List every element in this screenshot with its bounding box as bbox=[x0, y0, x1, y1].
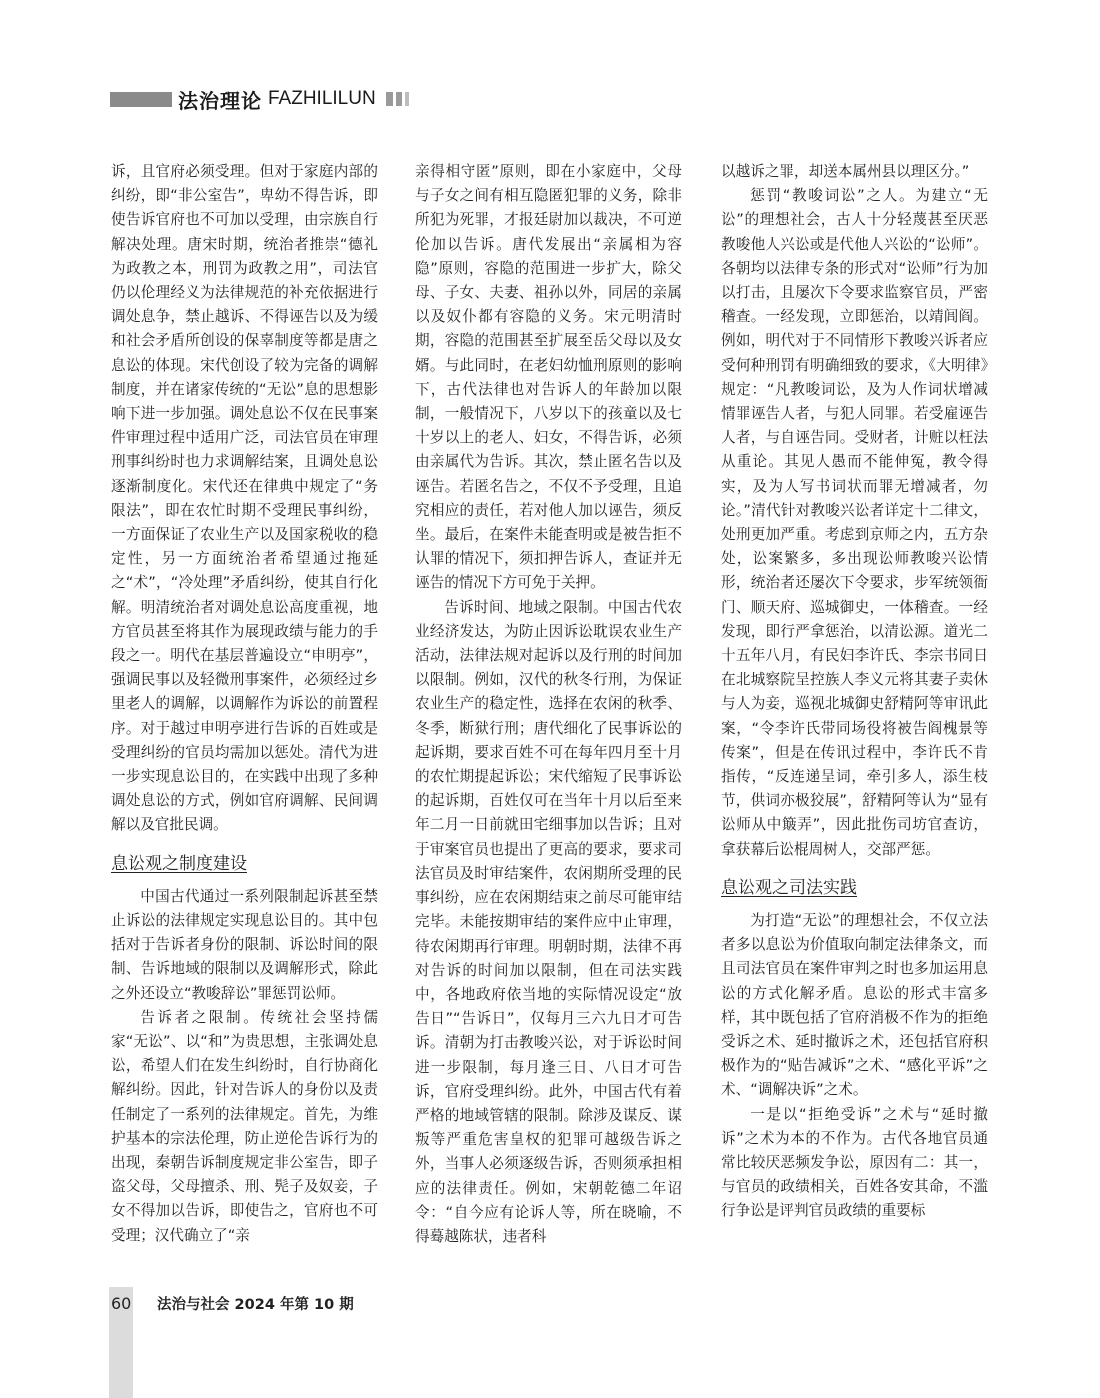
paragraph: 诉，且官府必须受理。但对于家庭内部的纠纷，即“非公室告”，卑幼不得告诉，即使告诉官府也不可加以受理，由宗族自行解决处理。唐宋时期，统治者推崇“德礼为政教之本，刑罚为政教之用”，司法官仍以伦理经义为法律规范的补充依据进行调处息争，禁止越诉、不得诬告以及为缓和社会矛盾所创设的保辜制度等都是唐之息讼的体现。宋代创设了较为完备的调解制度，并在诸家传统的“无讼”息的思想影响下进一步加强。调处息讼不仅在民事案件审理过程中适用广泛，司法官员在审理刑事纠纷时也力求调解结案，且调处息讼逐渐制度化。宋代还在律典中规定了“务限法”，即在农忙时期不受理民事纠纷，一方面保证了农业生产以及国家税收的稳定性，另一方面统治者希望通过拖延之“术”，“冷处理”矛盾纠纷，使其自行化解。明清统治者对调处息讼高度重视，地方官员甚至将其作为展现政绩与能力的手段之一。明代在基层普遍设立“申明亭”，强调民事以及轻微刑事案件，必须经过乡里老人的调解，以调解作为诉讼的前置程序。对于越过申明亭进行告诉的百姓或是受理纠纷的官员均需加以惩处。清代为进一步实现息讼目的，在实践中出现了多种调处息讼的方式，例如官府调解、民间调解以及官批民调。 bbox=[111, 163, 378, 834]
paragraph: 告诉者之限制。传统社会坚持儒家“无讼”、以“和”为贵思想，主张调处息讼，希望人们在发生纠纷时，自行协商化解纠纷。因此，针对告诉人的身份以及责任制定了一系列的法律规定。首先，为维护基本的宗法伦理，防止逆伦告诉行为的出现，秦朝告诉制度规定非公室告，即子盗父母，父母擅杀、刑、髡子及奴妾，子女不得加以告诉，即使告之，官府也不可受理；汉代确立了“亲 bbox=[111, 1008, 378, 1244]
header-end-mark bbox=[405, 92, 409, 106]
header-end-mark bbox=[386, 92, 393, 106]
paragraph: 为打造“无讼”的理想社会，不仅立法者多以息讼为价值取向制定法律条文，而且司法官员在案件审判之时也多加运用息讼的方式化解矛盾。息讼的形式丰富多样，其中既包括了官府消极不作为的拒绝受诉之术、延时撤诉之术，还包括官府积极作为的“贴告减诉”之术、“感化平诉”之术、“调解决诉”之术。 bbox=[721, 911, 988, 1099]
paragraph: 一是以“拒绝受诉”之术与“延时撤诉”之术为本的不作为。古代各地官员通常比较厌恶频发争讼，原因有二：其一，与官员的政绩相关，百姓各安其命，不滥行争讼是评判官员政绩的重要标 bbox=[721, 1105, 988, 1220]
section-title-cn: 法治理论 bbox=[178, 88, 262, 113]
page-footer bbox=[111, 1293, 354, 1314]
text-column-2 bbox=[415, 160, 682, 1249]
paragraph: 中国古代通过一系列限制起诉甚至禁止诉讼的法律规定实现息讼目的。其中包括对于告诉者身份的限制、诉讼时间的限制、告诉地域的限制以及调解形式，除此之外还设立“教唆辞讼”罪惩罚讼师。 bbox=[111, 887, 378, 1002]
header-end-mark bbox=[396, 92, 402, 106]
page-number: 60 bbox=[111, 1294, 132, 1313]
paragraph: 亲得相守匿”原则，即在小家庭中，父母与子女之间有相互隐匿犯罪的义务，除非所犯为死罪，才报廷尉加以裁决，不可逆伦加以告诉。唐代发展出“亲属相为容隐”原则，容隐的范围进一步扩大，除父母、子女、夫妻、祖孙以外，同居的亲属以及奴仆都有容隐的义务。宋元明清时期，容隐的范围甚至扩展至岳父母以及女婿。与此同时，在老妇幼恤刑原则的影响下，古代法律也对告诉人的年龄加以限制，一般情况下，八岁以下的孩童以及七十岁以上的老人、妇女，不得告诉，必须由亲属代为告诉。其次，禁止匿名告以及诬告。若匿名告之，不仅不予受理，且追究相应的责任，若对他人加以诬告，须反坐。最后，在案件未能查明或是被告拒不认罪的情况下，须扣押告诉人，查证并无诬告的情况下方可免于关押。 bbox=[415, 163, 682, 592]
section-header bbox=[110, 86, 409, 112]
paragraph: 惩罚“教唆词讼”之人。为建立“无讼”的理想社会，古人十分轻蔑甚至厌恶教唆他人兴讼或是代他人兴讼的“讼师”。各朝均以法律专条的形式对“讼师”行为加以打击，且屡次下令要求监察官员，严密稽查。一经发现，立即惩治，以靖闾阎。例如，明代对于不同情形下教唆兴诉者应受何种刑罚有明确细致的要求，《大明律》规定：“凡教唆词讼，及为人作词状增减情罪诬告人者，与犯人同罪。若受雇诬告人者，与自诬告同。受财者，计赃以枉法从重论。其见人愚而不能伸冤，教令得实，及为人写书词状而罪无增减者，勿论。”清代针对教唆兴讼者详定十二律文，处刑更加严重。考虑到京师之内，五方杂处，讼案繁多，多出现讼师教唆兴讼情形，统治者还屡次下令要求，步军统领衙门、顺天府、巡城御史，一体稽查。一经发现，即行严拿惩治，以清讼源。道光二十五年八月，有民妇李许氏、李宗书同日在北城察院呈控族人李义元将其妻子卖休与人为妾，巡视北城御史舒精阿等审讯此案，“令李许氏带同场役将被告阎槐景等传案”，但是在传讯过程中，李许氏不肯指传，“反连递呈词，牵引多人，添生枝节，供词亦极狡展”，舒精阿等认为“显有讼师从中簸弄”，因此批伤司坊官查访，拿获幕后讼棍周树人，交部严惩。 bbox=[721, 187, 988, 858]
journal-issue: 法治与社会 2024 年第 10 期 bbox=[157, 1297, 354, 1313]
text-column-3 bbox=[721, 160, 988, 1224]
section-title-en: FAZHILILUN bbox=[268, 88, 376, 109]
section-heading: 息讼观之制度建设 bbox=[111, 853, 247, 874]
paragraph: 告诉时间、地域之限制。中国古代农业经济发达，为防止因诉讼耽误农业生产活动，法律法规对起诉以及行刑的时间加以限制。例如，汉代的秋冬行刑，为保证农业生产的稳定性，选择在农闲的秋季、冬季，断狱行刑；唐代细化了民事诉讼的起诉期，要求百姓不可在每年四月至十月的农忙期提起诉讼；宋代缩短了民事诉讼的起诉期，百姓仅可在当年十月以后至来年二月一日前就田宅细事加以告诉；且对于审案官员也提出了更高的要求，要求司法官员及时审结案件，农闲期所受理的民事纠纷，应在农闲期结束之前尽可能审结完毕。未能按期审结的案件应中止审理，待农闲期再行审理。明朝时期，法律不再对告诉的时间加以限制，但在司法实践中，各地政府依当地的实际情况设定“放告日”“告诉日”，仅每月三六九日才可告诉。清朝为打击教唆兴讼，对于诉讼时间进一步限制，每月逢三日、八日才可告诉，官府受理纠纷。此外，中国古代有着严格的地域管辖的限制。除涉及谋反、谋叛等严重危害皇权的犯罪可越级告诉之外，当事人必须逐级告诉，否则须承担相应的法律责任。例如，宋朝乾德二年诏令：“自今应有论诉人等，所在晓喻，不得蓦越陈状，违者科 bbox=[415, 598, 682, 1245]
section-heading: 息讼观之司法实践 bbox=[721, 877, 857, 898]
header-gray-bar bbox=[110, 92, 172, 107]
paragraph: 以越诉之罪，却送本属州县以理区分。” bbox=[721, 163, 970, 180]
text-column-1 bbox=[111, 160, 378, 1248]
